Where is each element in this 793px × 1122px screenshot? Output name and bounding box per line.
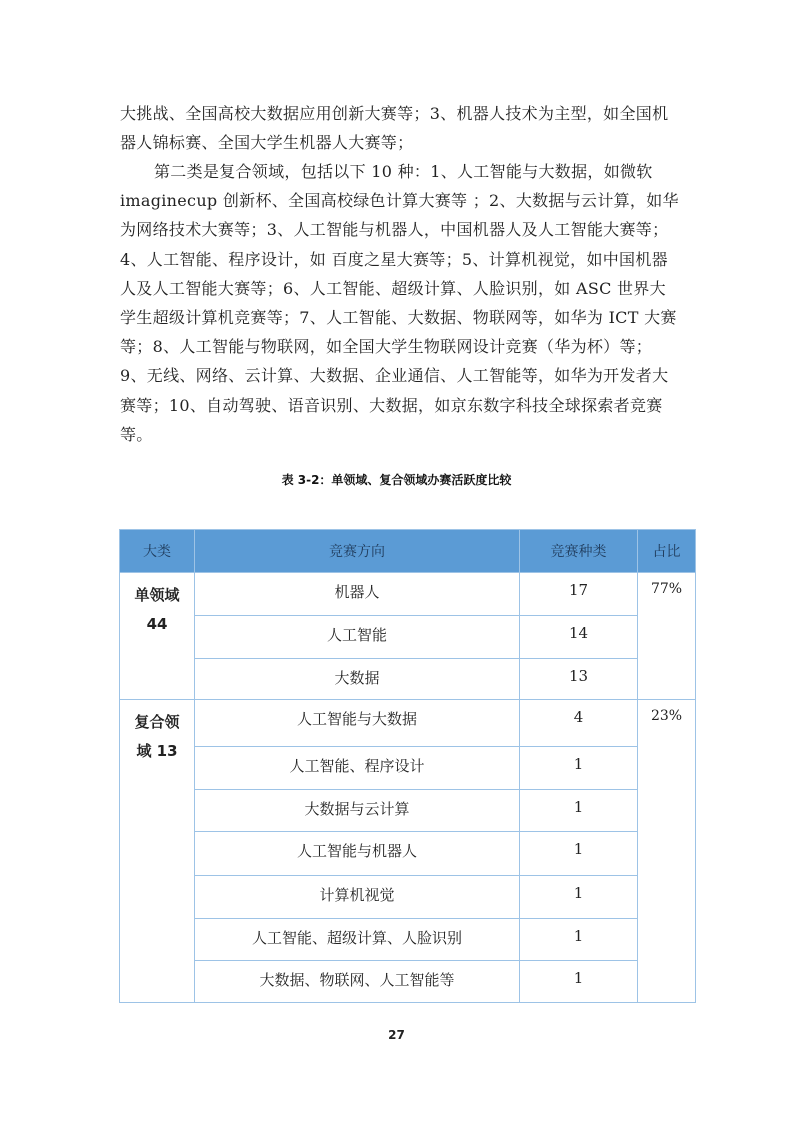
table-row bbox=[120, 961, 696, 1003]
count-cell: 1 bbox=[520, 961, 638, 1003]
direction-cell: 人工智能、超级计算、人脸识别 bbox=[195, 919, 520, 961]
direction-cell: 大数据与云计算 bbox=[195, 790, 520, 832]
body-paragraph-1: 大挑战、全国高校大数据应用创新大赛等；3、机器人技术为主型，如全国机器人锦标赛、全国大学生机器人大赛等； bbox=[120, 104, 669, 153]
category-line: 复合领 bbox=[134, 713, 180, 731]
count-cell: 4 bbox=[520, 700, 638, 747]
table-row bbox=[120, 616, 696, 659]
count-cell: 14 bbox=[520, 616, 638, 659]
header-percent: 占比 bbox=[638, 530, 696, 573]
competition-stats-table bbox=[119, 529, 696, 1003]
direction-cell: 大数据 bbox=[195, 659, 520, 700]
header-count: 竞赛种类 bbox=[520, 530, 638, 573]
header-direction: 竞赛方向 bbox=[195, 530, 520, 573]
header-category: 大类 bbox=[120, 530, 195, 573]
table-header-row bbox=[120, 530, 696, 573]
table-row bbox=[120, 876, 696, 919]
count-cell: 17 bbox=[520, 573, 638, 616]
direction-cell: 大数据、物联网、人工智能等 bbox=[195, 961, 520, 1003]
category-line: 单领域 bbox=[134, 586, 180, 604]
count-cell: 13 bbox=[520, 659, 638, 700]
direction-cell: 人工智能、程序设计 bbox=[195, 747, 520, 790]
category-compound-domain bbox=[120, 700, 195, 1003]
table-row bbox=[120, 832, 696, 876]
direction-cell: 机器人 bbox=[195, 573, 520, 616]
count-cell: 1 bbox=[520, 832, 638, 876]
count-cell: 1 bbox=[520, 747, 638, 790]
count-cell: 1 bbox=[520, 876, 638, 919]
direction-cell: 人工智能与机器人 bbox=[195, 832, 520, 876]
body-paragraph-2: 第二类是复合领域，包括以下 10 种：1、人工智能与大数据，如微软 imaginecup 创新杯、全国高校绿色计算大赛等 ；2、大数据与云计算，如华为网络技术大赛等；3、人工智能与机器人，中国机器人及人工智能大赛等；4、人工智能、程序设计，如 百度之星大赛等；5、计算机视觉，如中国机器人及人工智能大赛等；6、人工智能、超级计算、人脸识别，如 ASC 世界大学生超级计算机竞赛等；7、人工智能、大数据、物联网等，如华为 ICT 大赛等；8、人工智能与物联网，如全国大学生物联网设计竞赛（华为杯）等； 9、无线、网络、云计算、大数据、企业通信、人工智能等，如华为开发者大赛等；10、自动驾驶、语音识别、大数据，如京东数字科技全球探索者竞赛等。 bbox=[120, 162, 679, 444]
table-row bbox=[120, 573, 696, 616]
page-number: 27 bbox=[388, 1028, 405, 1042]
table-body bbox=[120, 573, 696, 1003]
category-single-domain bbox=[120, 573, 195, 700]
table-row bbox=[120, 747, 696, 790]
percent-compound-domain: 23% bbox=[638, 700, 696, 1003]
direction-cell: 人工智能 bbox=[195, 616, 520, 659]
table-caption: 表 3-2：单领域、复合领域办赛活跃度比较 bbox=[281, 473, 512, 487]
table-row bbox=[120, 919, 696, 961]
count-cell: 1 bbox=[520, 790, 638, 832]
table-row bbox=[120, 659, 696, 700]
direction-cell: 计算机视觉 bbox=[195, 876, 520, 919]
direction-cell: 人工智能与大数据 bbox=[195, 700, 520, 747]
percent-single-domain: 77% bbox=[638, 573, 696, 700]
category-line: 44 bbox=[146, 615, 168, 633]
table-row bbox=[120, 790, 696, 832]
category-line: 域 13 bbox=[136, 742, 178, 760]
count-cell: 1 bbox=[520, 919, 638, 961]
table-row bbox=[120, 700, 696, 747]
